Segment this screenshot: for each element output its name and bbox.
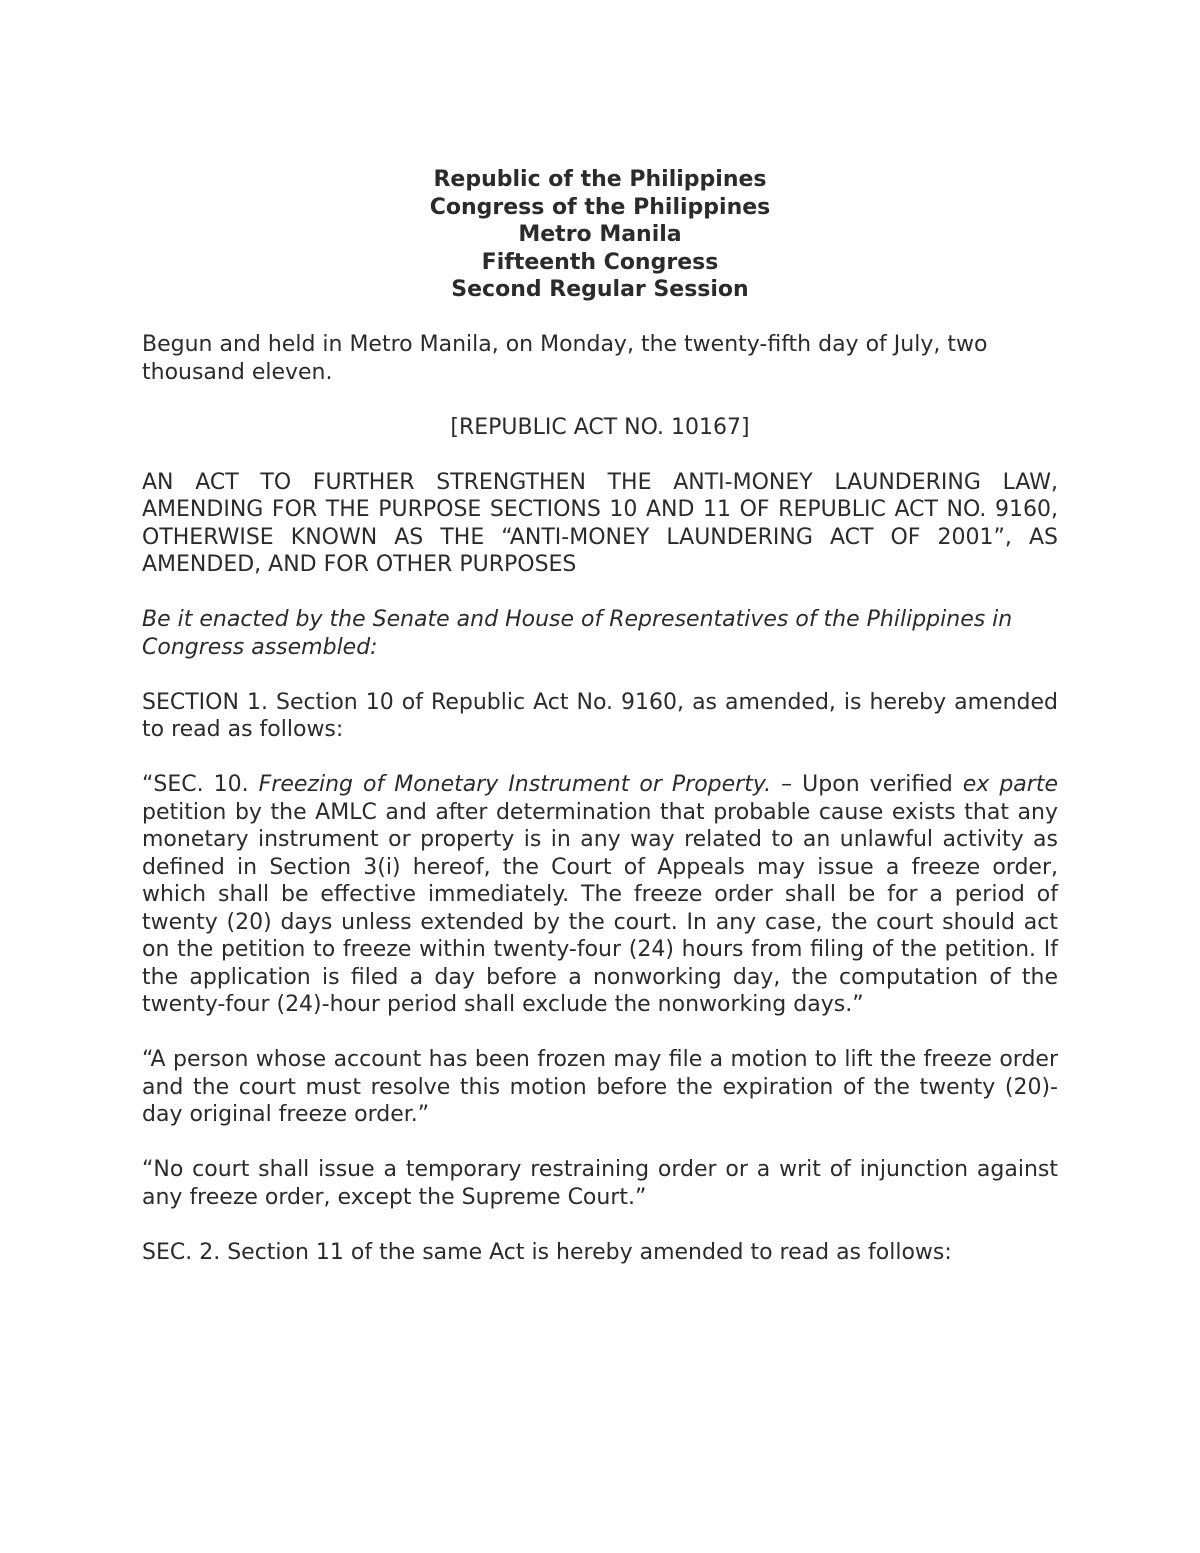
section-2-paragraph: SEC. 2. Section 11 of the same Act is hereby amended to read as follows: [142,1239,952,1265]
section-1-paragraph: SECTION 1. Section 10 of Republic Act No. 9160, as amended, is hereby amended to read as follows: [142,689,1058,742]
republic-heading: Republic of the Philippines [433,167,767,192]
section-10-paragraph [142,771,1058,1019]
begun-paragraph: Begun and held in Metro Manila, on Monday, the twenty-fifth day of July, two thousand eleven. [142,332,988,385]
session-heading: Second Regular Session [451,277,749,302]
sec10-body: petition by the AMLC and after determination that probable cause exists that any monetary instrument or property is in any way related to an unlawful activity as defined in Section 3(i) hereof, the Court of Appeals may issue a freeze order, which shall be effective immediately. The freeze order shall be for a period of twenty (20) days unless extended by the court. In any case, the court should act on the petition to freeze within twenty-four (24) hours from filing of the petition. If the application is filed a day before a nonworking day, the computation of the twenty-four (24)-hour period shall exclude the nonworking days.” [142,799,1058,1017]
tro-paragraph: “No court shall issue a temporary restraining order or a writ of injunction against any freeze order, except the Supreme Court.” [142,1157,1058,1210]
sec10-dash: – Upon verified [771,772,963,797]
location-heading: Metro Manila [518,222,682,247]
document-header [142,166,1058,304]
enacting-clause: Be it enacted by the Senate and House of Representatives of the Philippines in Congress assembled: [142,607,1013,660]
congress-heading: Congress of the Philippines [429,194,771,220]
sec10-ex-parte: ex parte [962,772,1058,797]
congress-number-heading: Fifteenth Congress [481,249,719,275]
act-number: [REPUBLIC ACT NO. 10167] [450,414,750,440]
document-page [142,166,1058,1266]
motion-paragraph: “A person whose account has been frozen may file a motion to lift the freeze order and the court must resolve this motion before the expiration of the twenty (20)-day original freeze order.” [142,1047,1058,1127]
sec10-lead: “SEC. 10. [142,772,249,797]
act-title: AN ACT TO FURTHER STRENGTHEN THE ANTI-MONEY LAUNDERING LAW, AMENDING FOR THE PURPOSE SECTIONS 10 AND 11 OF REPUBLIC ACT NO. 9160, OTHERWISE KNOWN AS THE “ANTI-MONEY LAUNDERING ACT OF 2001”, AS AMENDED, AND FOR OTHER PURPOSES [142,469,1058,577]
sec10-heading: Freezing of Monetary Instrument or Property. [258,772,772,797]
